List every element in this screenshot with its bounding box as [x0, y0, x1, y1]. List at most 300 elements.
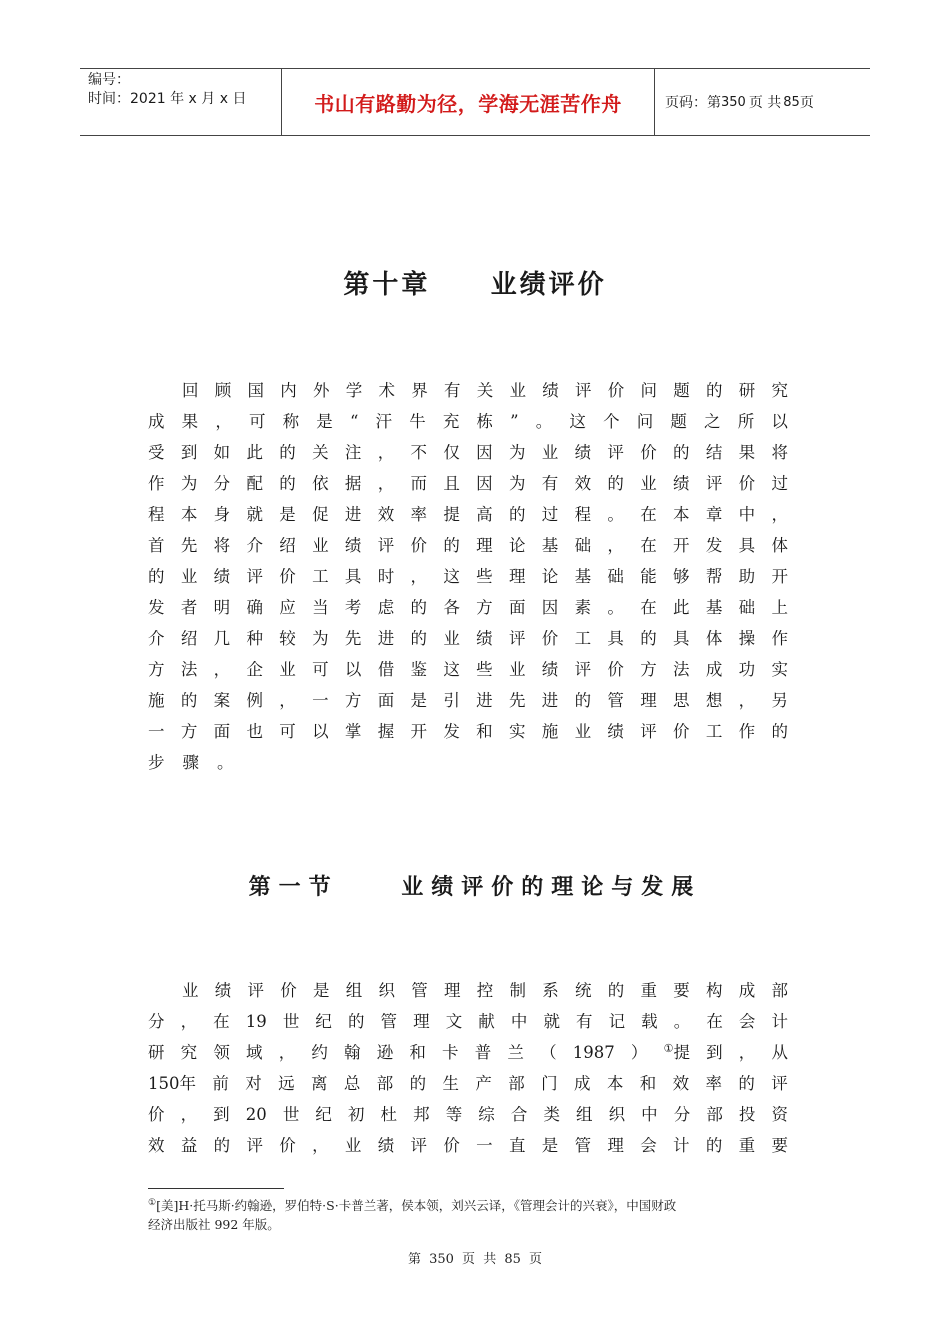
- text-glyph: 评: [246, 567, 263, 586]
- text-glyph: 不: [410, 443, 427, 462]
- text-glyph: 所: [737, 412, 755, 431]
- header-page-mid: 页 共: [748, 95, 782, 111]
- text-glyph: 和: [639, 1074, 657, 1093]
- text-glyph: 中: [738, 505, 756, 524]
- text-glyph: 分: [213, 474, 231, 493]
- text-glyph: 价: [738, 474, 756, 493]
- text-glyph: 有: [444, 381, 461, 400]
- text-glyph: 理: [640, 691, 657, 710]
- text-glyph: 回: [182, 381, 199, 400]
- text-glyph: 可: [279, 722, 296, 741]
- text-glyph: 方: [180, 722, 198, 741]
- text-glyph: 各: [443, 598, 460, 617]
- text-glyph: 题: [673, 381, 690, 400]
- text-glyph: 载: [641, 1012, 658, 1031]
- text-glyph: 方: [476, 598, 493, 617]
- text-glyph: 总: [343, 1074, 361, 1093]
- text-glyph: 部: [376, 1074, 394, 1093]
- text-glyph: 重: [640, 981, 657, 1000]
- paragraph-line: [148, 1006, 788, 1037]
- text-glyph: 理: [413, 1012, 430, 1031]
- text-glyph: 国: [247, 381, 264, 400]
- text-glyph: 的: [279, 474, 296, 493]
- text-glyph: 约: [311, 1043, 328, 1062]
- footnote: [148, 1196, 808, 1234]
- text-glyph: 汗: [375, 412, 393, 431]
- footnote-line-2: 经济出版社 992 年版。: [148, 1217, 280, 1232]
- text-glyph: 绩: [377, 1136, 395, 1155]
- text-glyph: 这: [569, 412, 586, 431]
- paragraph-line: [148, 654, 788, 685]
- text-glyph: ，: [312, 1136, 329, 1155]
- header-page-info: [655, 69, 870, 135]
- text-glyph: 。: [535, 412, 553, 431]
- paragraph-line: [148, 499, 788, 530]
- paragraph-line: [148, 406, 788, 437]
- text-glyph: 作: [771, 629, 788, 648]
- paragraph-line: [148, 716, 788, 747]
- text-glyph: 企: [246, 660, 263, 679]
- text-glyph: 评: [607, 443, 624, 462]
- text-glyph: “: [349, 412, 359, 431]
- text-glyph: 的: [508, 505, 526, 524]
- text-glyph: 价: [443, 1136, 460, 1155]
- text-glyph: 计: [673, 1136, 690, 1155]
- text-glyph: 开: [771, 567, 788, 586]
- text-glyph: 绍: [180, 629, 198, 648]
- text-glyph: 领: [213, 1043, 230, 1062]
- text-glyph: 和: [476, 722, 493, 741]
- text-glyph: 绍: [279, 536, 296, 555]
- text-glyph: 绩: [476, 629, 493, 648]
- text-glyph: 因: [476, 443, 493, 462]
- text-glyph: 资: [771, 1105, 788, 1124]
- text-glyph: 进: [476, 691, 493, 710]
- text-glyph: ，: [215, 412, 232, 431]
- text-glyph: 率: [705, 1074, 722, 1093]
- text-glyph: 工: [312, 567, 329, 586]
- header-page-total: 85: [783, 94, 800, 110]
- text-glyph: ，: [738, 691, 756, 710]
- header-page-suffix: 页: [799, 95, 814, 111]
- text-glyph: 握: [377, 722, 395, 741]
- text-glyph: 的: [738, 1074, 755, 1093]
- text-glyph: 当: [312, 598, 329, 617]
- text-glyph: 关: [312, 443, 329, 462]
- text-glyph: 以: [771, 412, 788, 431]
- footnote-line-1: [美]H·托马斯·约翰逊，罗伯特·S·卡普兰著，侯本领，刘兴云译，《管理会计的兴衰》，中国财政: [156, 1198, 677, 1213]
- text-glyph: 评: [574, 660, 592, 679]
- text-glyph: 工: [705, 722, 723, 741]
- text-glyph: 研: [738, 381, 756, 400]
- text-glyph: 理: [444, 981, 461, 1000]
- text-glyph: 应: [279, 598, 296, 617]
- text-glyph: 的: [279, 443, 296, 462]
- text-glyph: 究: [180, 1043, 198, 1062]
- text-glyph: 过: [771, 474, 788, 493]
- text-glyph: 的: [607, 981, 625, 1000]
- text-glyph: 栋: [476, 412, 493, 431]
- text-glyph: 评: [247, 981, 264, 1000]
- text-glyph: 综: [478, 1105, 495, 1124]
- text-glyph: 兰: [507, 1043, 524, 1062]
- text-glyph: 体: [705, 629, 723, 648]
- text-glyph: 高: [476, 505, 493, 524]
- text-glyph: 功: [738, 660, 756, 679]
- text-glyph: 部: [508, 1074, 525, 1093]
- text-glyph: 的: [607, 474, 624, 493]
- text-glyph: 具: [738, 536, 756, 555]
- paragraph-line: [148, 468, 788, 499]
- text-glyph: 开: [673, 536, 690, 555]
- text-glyph: 就: [246, 505, 263, 524]
- text-glyph: 称: [282, 412, 300, 431]
- text-glyph: 想: [705, 691, 723, 710]
- text-glyph: 管: [380, 1012, 398, 1031]
- text-glyph: 类: [543, 1105, 560, 1124]
- intro-paragraph: [148, 375, 788, 778]
- text-glyph: 论: [508, 536, 526, 555]
- text-glyph: 是: [541, 1136, 559, 1155]
- text-glyph: 统: [575, 981, 592, 1000]
- text-glyph: 为: [180, 474, 198, 493]
- text-glyph: 分: [148, 1012, 165, 1031]
- text-glyph: 且: [443, 474, 460, 493]
- text-glyph: 在: [640, 598, 657, 617]
- text-glyph: 中: [641, 1105, 658, 1124]
- text-glyph: 的: [180, 691, 198, 710]
- text-glyph: 益: [180, 1136, 198, 1155]
- text-glyph: 牛: [409, 412, 426, 431]
- text-glyph: 首: [148, 536, 165, 555]
- text-glyph: 组: [576, 1105, 593, 1124]
- text-glyph: 思: [673, 691, 690, 710]
- text-glyph: ①提: [663, 1041, 690, 1062]
- header-motto: 书山有路勤为径，学海无涯苦作舟: [282, 69, 655, 135]
- text-glyph: 法: [180, 660, 198, 679]
- text-glyph: 是: [316, 412, 333, 431]
- text-glyph: 一: [148, 722, 165, 741]
- text-glyph: 方: [344, 691, 362, 710]
- text-glyph: 价: [279, 567, 296, 586]
- text-glyph: 绩: [673, 474, 690, 493]
- footnote-rule: [148, 1188, 284, 1189]
- text-glyph: 的: [443, 536, 460, 555]
- text-glyph: 鉴: [410, 660, 427, 679]
- text-glyph: 实: [508, 722, 526, 741]
- text-glyph: 直: [508, 1136, 526, 1155]
- text-glyph: 骤: [182, 753, 199, 772]
- text-glyph: 程: [574, 505, 592, 524]
- text-glyph: 计: [771, 1012, 788, 1031]
- text-glyph: 的: [347, 1012, 365, 1031]
- text-glyph: 确: [246, 598, 263, 617]
- text-glyph: 另: [771, 691, 788, 710]
- text-glyph: 组: [345, 981, 363, 1000]
- text-glyph: 价: [280, 981, 297, 1000]
- text-glyph: 评: [575, 381, 592, 400]
- text-glyph: 绩: [541, 660, 559, 679]
- text-glyph: ，: [278, 1043, 296, 1062]
- text-glyph: 虑: [377, 598, 395, 617]
- text-glyph: 施: [148, 691, 165, 710]
- text-glyph: 顾: [214, 381, 232, 400]
- text-glyph: 理: [607, 1136, 624, 1155]
- text-glyph: 初: [347, 1105, 365, 1124]
- text-glyph: 这: [443, 660, 460, 679]
- footnote-mark: ①: [148, 1197, 157, 1208]
- text-glyph: 之: [704, 412, 721, 431]
- text-glyph: 发: [705, 536, 723, 555]
- section-paragraph: [148, 975, 788, 1161]
- text-glyph: 种: [246, 629, 263, 648]
- text-glyph: 素: [574, 598, 592, 617]
- text-glyph: 价: [279, 1136, 296, 1155]
- text-glyph: 业: [509, 381, 526, 400]
- text-glyph: 有: [541, 474, 559, 493]
- text-glyph: 促: [312, 505, 329, 524]
- text-glyph: 究: [771, 381, 788, 400]
- text-glyph: 因: [476, 474, 493, 493]
- text-glyph: 产: [475, 1074, 492, 1093]
- text-glyph: 评: [640, 722, 657, 741]
- text-glyph: 制: [509, 981, 526, 1000]
- text-glyph: 本: [606, 1074, 624, 1093]
- text-glyph: 面: [213, 722, 231, 741]
- text-glyph: 此: [246, 443, 263, 462]
- text-glyph: 础: [607, 567, 624, 586]
- paragraph-line: [148, 1130, 788, 1161]
- text-glyph: 效: [574, 474, 592, 493]
- text-glyph: 可: [312, 660, 329, 679]
- text-glyph: 的: [706, 381, 723, 400]
- text-glyph: 成: [574, 1074, 591, 1093]
- text-glyph: 配: [246, 474, 263, 493]
- text-glyph: 充: [442, 412, 460, 431]
- text-glyph: 进: [541, 691, 559, 710]
- text-glyph: 如: [213, 443, 231, 462]
- text-glyph: 基: [574, 567, 592, 586]
- text-glyph: 重: [738, 1136, 756, 1155]
- text-glyph: 问: [640, 381, 657, 400]
- text-glyph: 和: [409, 1043, 426, 1062]
- text-glyph: 效: [148, 1136, 165, 1155]
- text-glyph: 具: [344, 567, 362, 586]
- text-glyph: 评: [377, 536, 395, 555]
- text-glyph: 会: [640, 1136, 657, 1155]
- paragraph-line: [148, 375, 788, 406]
- text-glyph: 价: [410, 536, 427, 555]
- text-glyph: ，: [410, 567, 427, 586]
- text-glyph: ”: [510, 412, 519, 431]
- text-glyph: 基: [705, 598, 723, 617]
- text-glyph: 系: [542, 981, 559, 1000]
- text-glyph: 是: [410, 691, 427, 710]
- text-glyph: 注: [344, 443, 362, 462]
- text-glyph: 业: [443, 629, 460, 648]
- text-glyph: 织: [378, 981, 395, 1000]
- text-glyph: 为: [508, 474, 526, 493]
- paragraph-line: [148, 530, 788, 561]
- text-glyph: 一: [312, 691, 329, 710]
- paragraph-line: [148, 623, 788, 654]
- header-time-label: 时间：2021 年 x 月 x 日: [88, 91, 247, 107]
- text-glyph: 的: [673, 443, 690, 462]
- paragraph-line: [148, 685, 788, 716]
- text-glyph: 较: [279, 629, 296, 648]
- text-glyph: 一: [476, 1136, 493, 1155]
- text-glyph: 问: [636, 412, 654, 431]
- text-glyph: 记: [608, 1012, 626, 1031]
- text-glyph: 以: [312, 722, 329, 741]
- text-glyph: 介: [148, 629, 165, 648]
- text-glyph: 。: [607, 598, 624, 617]
- text-glyph: 本: [180, 505, 198, 524]
- text-glyph: 工: [574, 629, 592, 648]
- text-glyph: 的: [771, 722, 788, 741]
- text-glyph: 能: [640, 567, 657, 586]
- text-glyph: 章: [705, 505, 723, 524]
- text-glyph: 将: [213, 536, 231, 555]
- paragraph-line: [148, 975, 788, 1006]
- text-glyph: 价: [541, 629, 559, 648]
- text-glyph: 研: [148, 1043, 165, 1062]
- text-glyph: 的: [148, 567, 165, 586]
- text-glyph: 引: [443, 691, 460, 710]
- text-glyph: 成: [148, 412, 165, 431]
- text-glyph: 础: [574, 536, 592, 555]
- text-glyph: 。: [217, 753, 234, 772]
- text-glyph: 结: [705, 443, 723, 462]
- text-glyph: 施: [541, 722, 559, 741]
- header-page-current: 350: [721, 94, 746, 110]
- text-glyph: 献: [478, 1012, 495, 1031]
- text-glyph: 果: [181, 412, 199, 431]
- text-glyph: ，: [180, 1105, 198, 1124]
- text-glyph: 在: [640, 536, 657, 555]
- text-glyph: 将: [771, 443, 788, 462]
- text-glyph: 案: [213, 691, 231, 710]
- text-glyph: 有: [576, 1012, 593, 1031]
- text-glyph: 评: [771, 1074, 788, 1093]
- text-glyph: 门: [541, 1074, 558, 1093]
- text-glyph: 先: [508, 691, 526, 710]
- text-glyph: 评: [705, 474, 723, 493]
- text-glyph: 绩: [214, 981, 232, 1000]
- text-glyph: ）: [630, 1043, 648, 1062]
- text-glyph: 操: [738, 629, 756, 648]
- text-glyph: 掌: [344, 722, 362, 741]
- text-glyph: 成: [738, 981, 756, 1000]
- text-glyph: 绩: [607, 722, 624, 741]
- text-glyph: ，: [377, 474, 395, 493]
- text-glyph: 就: [543, 1012, 560, 1031]
- text-glyph: 成: [705, 660, 723, 679]
- text-glyph: 例: [246, 691, 263, 710]
- text-glyph: 介: [246, 536, 263, 555]
- text-glyph: 率: [410, 505, 427, 524]
- text-glyph: 理: [508, 567, 526, 586]
- paragraph-line: [148, 592, 788, 623]
- text-glyph: 先: [180, 536, 198, 555]
- text-glyph: 域: [246, 1043, 263, 1062]
- text-glyph: ，: [377, 443, 395, 462]
- text-glyph: 的: [409, 1074, 427, 1093]
- text-glyph: 前: [212, 1074, 229, 1093]
- text-glyph: 邦: [413, 1105, 430, 1124]
- text-glyph: 价: [148, 1105, 165, 1124]
- text-glyph: 逊: [376, 1043, 394, 1062]
- text-glyph: 是: [313, 981, 330, 1000]
- text-glyph: 会: [738, 1012, 756, 1031]
- text-glyph: 身: [213, 505, 231, 524]
- text-glyph: 外: [313, 381, 330, 400]
- text-glyph: 的: [640, 629, 657, 648]
- text-glyph: 些: [476, 660, 493, 679]
- header-page-prefix: 页码：第: [665, 95, 721, 111]
- text-glyph: 实: [771, 660, 788, 679]
- text-glyph: 体: [771, 536, 788, 555]
- text-glyph: 织: [608, 1105, 626, 1124]
- text-glyph: 理: [476, 536, 493, 555]
- text-glyph: 。: [673, 1012, 691, 1031]
- text-glyph: 价: [673, 722, 690, 741]
- text-glyph: 具: [673, 629, 690, 648]
- text-glyph: 法: [673, 660, 690, 679]
- text-glyph: 评: [246, 1136, 263, 1155]
- text-glyph: 管: [574, 1136, 592, 1155]
- text-glyph: 等: [445, 1105, 463, 1124]
- text-glyph: 要: [673, 981, 690, 1000]
- text-glyph: 绩: [213, 567, 231, 586]
- text-glyph: 题: [670, 412, 687, 431]
- text-glyph: 可: [248, 412, 266, 431]
- text-glyph: 受: [148, 443, 165, 462]
- text-glyph: 方: [148, 660, 165, 679]
- text-glyph: 关: [476, 381, 494, 400]
- text-glyph: 助: [738, 567, 756, 586]
- text-glyph: 这: [443, 567, 460, 586]
- text-glyph: 业: [574, 722, 592, 741]
- text-glyph: 业: [640, 474, 657, 493]
- text-glyph: 基: [541, 536, 559, 555]
- paragraph-line: [148, 437, 788, 468]
- paragraph-line: [148, 1037, 788, 1068]
- text-glyph: 业: [180, 567, 198, 586]
- text-glyph: 杜: [380, 1105, 398, 1124]
- header-number-label: 编号：: [88, 72, 130, 88]
- text-glyph: 要: [771, 1136, 788, 1155]
- text-glyph: 从: [771, 1043, 788, 1062]
- text-glyph: 几: [213, 629, 231, 648]
- text-glyph: 够: [673, 567, 690, 586]
- text-glyph: 些: [476, 567, 493, 586]
- text-glyph: 离: [311, 1074, 328, 1093]
- text-glyph: 到: [706, 1043, 723, 1062]
- text-glyph: 步: [148, 753, 165, 772]
- text-glyph: 生: [442, 1074, 459, 1093]
- text-glyph: 业: [312, 536, 329, 555]
- text-glyph: ，: [279, 691, 296, 710]
- text-glyph: 19: [245, 1012, 267, 1031]
- text-glyph: 术: [378, 381, 395, 400]
- text-glyph: 分: [673, 1105, 691, 1124]
- text-glyph: 先: [344, 629, 362, 648]
- text-glyph: 明: [213, 598, 231, 617]
- text-glyph: 内: [280, 381, 297, 400]
- text-glyph: 翰: [344, 1043, 361, 1062]
- text-glyph: 纪: [315, 1105, 332, 1124]
